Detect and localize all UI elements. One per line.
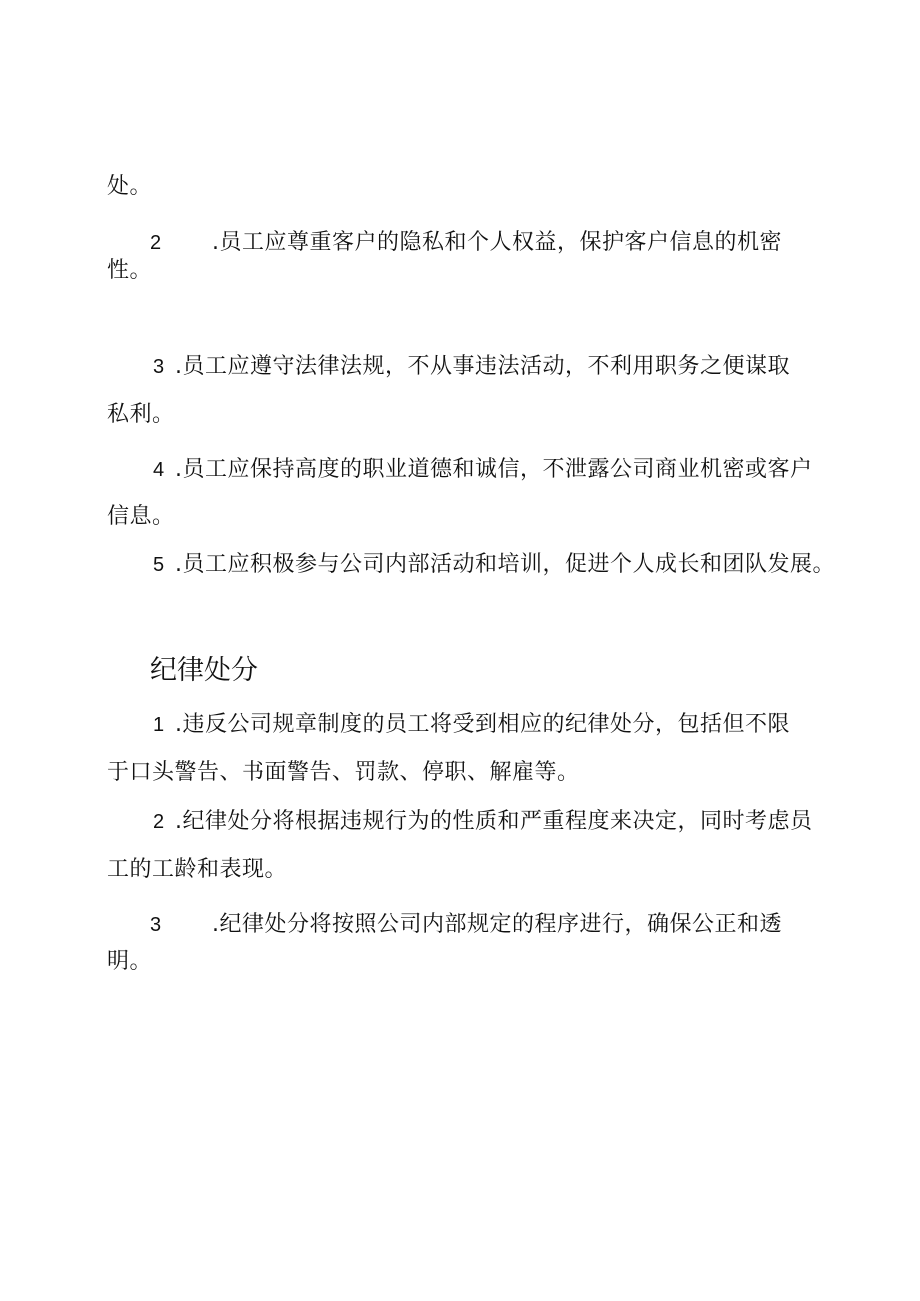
list-item-continuation: 私利。 bbox=[107, 402, 175, 427]
list-item-text: .员工应遵守法律法规，不从事违法活动，不利用职务之便谋取 bbox=[175, 354, 790, 379]
list-number: 1 bbox=[153, 714, 165, 736]
list-item-text: .员工应尊重客户的隐私和个人权益，保护客户信息的机密 bbox=[212, 230, 782, 255]
list-item-text: .员工应保持高度的职业道德和诚信，不泄露公司商业机密或客户 bbox=[175, 457, 813, 482]
list-item-text: .纪律处分将按照公司内部规定的程序进行，确保公正和透 bbox=[212, 912, 782, 937]
list-item-text: .纪律处分将根据违规行为的性质和严重程度来决定，同时考虑员 bbox=[175, 809, 813, 834]
list-number: 4 bbox=[153, 459, 165, 481]
paragraph-continuation: 处。 bbox=[107, 174, 153, 199]
list-number: 3 bbox=[153, 356, 165, 378]
list-item-continuation: 明。 bbox=[107, 949, 153, 974]
list-item-text: .员工应积极参与公司内部活动和培训，促进个人成长和团队发展。 bbox=[175, 552, 835, 577]
list-number: 2 bbox=[150, 232, 162, 254]
list-number: 2 bbox=[153, 811, 165, 833]
list-item-continuation: 于口头警告、书面警告、罚款、停职、解雇等。 bbox=[107, 760, 580, 785]
list-number: 5 bbox=[153, 554, 165, 576]
section-heading: 纪律处分 bbox=[150, 655, 258, 686]
list-item-text: .违反公司规章制度的员工将受到相应的纪律处分，包括但不限 bbox=[175, 712, 790, 737]
list-item-continuation: 信息。 bbox=[107, 504, 175, 529]
list-number: 3 bbox=[150, 914, 162, 936]
list-item-continuation: 工的工龄和表现。 bbox=[107, 857, 288, 882]
list-item-continuation: 性。 bbox=[107, 258, 153, 283]
